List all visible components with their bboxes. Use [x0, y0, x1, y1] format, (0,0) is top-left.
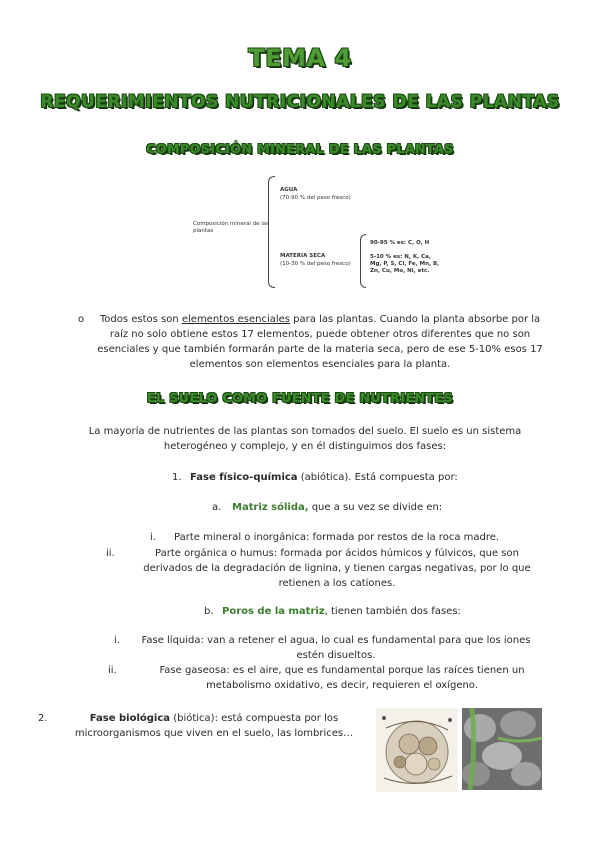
a-number: a.	[212, 502, 222, 513]
diagram-materia-title: MATERIA SECA	[280, 253, 326, 259]
page-subtitle: REQUERIMIENTOS NUTRICIONALES DE LAS PLANTAS	[40, 92, 560, 112]
diagram-sub2: 5-10 % es: N, K, Ca, Mg, P, S, Cl, Fe, Mn, B, Zn, Cu, Mo, Ni, etc.	[370, 254, 440, 274]
fase2-title: Fase biológica	[89, 713, 171, 724]
section-heading-suelo: EL SUELO COMO FUENTE DE NUTRIENTES	[146, 390, 454, 405]
b-i-text: Fase líquida: van a retener el agua, lo cual es fundamental para que los iones estén disueltos.	[141, 635, 531, 661]
fase2-text: Fase biológica (biótica): está compuesta por los microorganismos que viven en el suelo, las lombrices…	[74, 713, 354, 739]
soil-aggregate-illustration	[376, 708, 458, 792]
fase2-number: 2.	[38, 713, 48, 724]
a-i-number: i.	[150, 532, 156, 543]
a-ii-number: ii.	[106, 548, 115, 559]
b-i-number: i.	[114, 635, 120, 646]
b-line: Poros de la matriz, tienen también dos fases:	[222, 606, 461, 617]
diagram-agua-title: AGUA	[280, 187, 298, 193]
section-heading-composicion: COMPOSICIÓN MINERAL DE LAS PLANTAS	[146, 141, 454, 156]
diagram-root-label: Composición mineral de las plantas	[193, 221, 270, 234]
fase1-title: Fase físico-química	[190, 472, 298, 483]
diagram-agua-sub: (70-90 % del peso fresco)	[280, 195, 351, 201]
elementos-esenciales-term: elementos esenciales	[181, 314, 290, 325]
diagram-brace-sub	[360, 234, 366, 288]
matriz-solida-term: Matriz sólida,	[232, 502, 309, 513]
soil-pore-illustration	[462, 708, 542, 790]
page-title: TEMA 4	[248, 44, 352, 72]
a-line: Matriz sólida, que a su vez se divide en:	[232, 502, 443, 513]
a-i-text: Parte mineral o inorgánica: formada por restos de la roca madre.	[174, 532, 500, 543]
fase1-number: 1.	[172, 472, 182, 483]
fase1-line: Fase físico-química (abiótica). Está compuesta por:	[190, 472, 458, 483]
b-number: b.	[204, 606, 214, 617]
diagram-brace-main	[268, 176, 275, 288]
poros-matriz-term: Poros de la matriz	[222, 606, 325, 617]
b-ii-text: Fase gaseosa: es el aire, que es fundamental porque las raíces tienen un metabolismo oxidativo, es decir, requieren el oxígeno.	[159, 665, 525, 691]
bullet-marker: o	[78, 314, 85, 325]
bullet-paragraph: Todos estos son elementos esenciales para las plantas. Cuando la planta absorbe por la raíz no solo obtiene estos 17 elementos, puede obtener otros diferentes que no son esenciales y que también formarán parte de la materia seca, pero de ese 5-10% esos 17 elementos son elementos esenciales para la planta.	[97, 314, 543, 370]
diagram-materia-sub: (10-30 % del peso fresco)	[280, 261, 351, 267]
intro-paragraph: La mayoría de nutrientes de las plantas son tomados del suelo. El suelo es un sistema heterogéneo y complejo, y en él distinguimos dos fases:	[88, 426, 522, 452]
diagram-sub1: 90-95 % es: C, O, H	[370, 240, 430, 246]
b-ii-number: ii.	[108, 665, 117, 676]
a-ii-text: Parte orgánica o humus: formada por ácidos húmicos y fúlvicos, que son derivados de la degradación de lignina, y tienen cargas negativas, por lo que retienen a los cationes.	[143, 548, 531, 589]
